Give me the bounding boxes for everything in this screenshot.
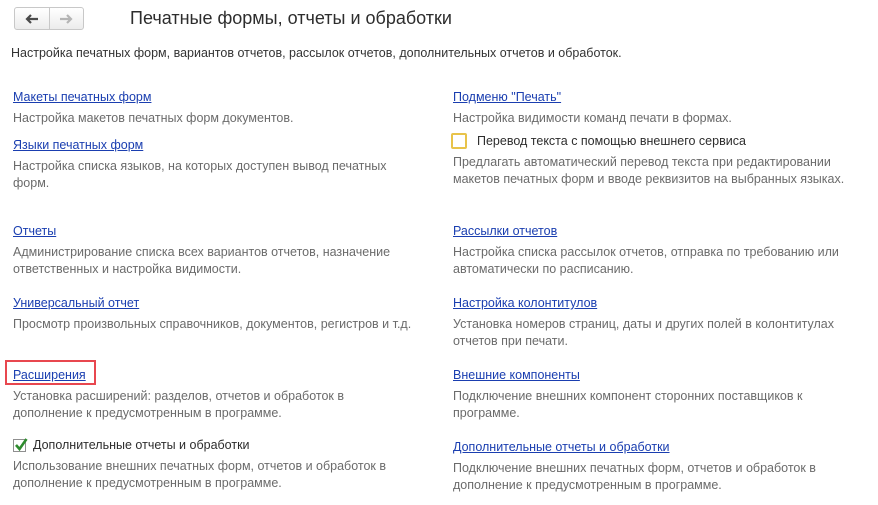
external-components-link[interactable]: Внешние компоненты xyxy=(453,368,580,382)
reports-link[interactable]: Отчеты xyxy=(13,224,57,238)
translation-section xyxy=(451,132,861,188)
translation-desc: Предлагать автоматический перевод текста при редактировании макетов печатных форм и вводе реквизитов на выбранных языках. xyxy=(453,155,845,186)
reports-section xyxy=(13,222,433,278)
print-layouts-desc: Настройка макетов печатных форм документов. xyxy=(13,111,294,125)
page-title: Печатные формы, отчеты и обработки xyxy=(130,8,452,28)
headers-footers-link[interactable]: Настройка колонтитулов xyxy=(453,296,598,310)
print-languages-section xyxy=(13,136,413,192)
headers-footers-desc: Установка номеров страниц, даты и других полей в колонтитулах отчетов при печати. xyxy=(453,317,834,348)
external-components-desc: Подключение внешних компонент сторонних поставщиков к программе. xyxy=(453,389,803,420)
back-button[interactable] xyxy=(15,8,49,29)
additional-reports-link[interactable]: Дополнительные отчеты и обработки xyxy=(453,440,670,454)
reports-desc: Администрирование списка всех вариантов отчетов, назначение ответственных и настройка видимости. xyxy=(13,245,391,276)
print-layouts-link[interactable]: Макеты печатных форм xyxy=(13,90,152,104)
additional-reports-section xyxy=(13,436,413,492)
report-mailings-link[interactable]: Рассылки отчетов xyxy=(453,224,558,238)
print-languages-desc: Настройка списка языков, на которых доступен вывод печатных форм. xyxy=(13,159,387,190)
universal-report-desc: Просмотр произвольных справочников, документов, регистров и т.д. xyxy=(13,317,412,331)
print-submenu-link[interactable]: Подменю "Печать" xyxy=(453,90,562,104)
print-submenu-desc: Настройка видимости команд печати в формах. xyxy=(453,111,732,125)
additional-reports-checkbox[interactable] xyxy=(13,439,26,452)
external-components-section xyxy=(453,366,833,422)
universal-report-section xyxy=(13,294,438,333)
universal-report-link[interactable]: Универсальный отчет xyxy=(13,296,140,310)
report-mailings-desc: Настройка списка рассылок отчетов, отправка по требованию или автоматически по расписанию. xyxy=(453,245,839,276)
navigation-buttons xyxy=(14,7,84,30)
additional-reports-link-section xyxy=(453,438,853,494)
additional-reports-checkbox-label[interactable]: Дополнительные отчеты и обработки xyxy=(33,438,250,452)
extensions-section xyxy=(13,366,393,422)
forward-button[interactable] xyxy=(49,8,84,29)
checkmark-icon xyxy=(13,437,29,453)
extensions-link[interactable]: Расширения xyxy=(13,368,86,382)
additional-reports-link-desc: Подключение внешних печатных форм, отчетов и обработок в дополнение к предусмотренным в программе. xyxy=(453,461,816,492)
print-languages-link[interactable]: Языки печатных форм xyxy=(13,138,144,152)
extensions-desc: Установка расширений: разделов, отчетов и обработок в дополнение к предусмотренным в программе. xyxy=(13,389,344,420)
translation-checkbox-label[interactable]: Перевод текста с помощью внешнего сервиса xyxy=(477,134,746,148)
arrow-right-icon xyxy=(59,14,73,24)
translation-checkbox[interactable] xyxy=(451,133,467,149)
print-layouts-section xyxy=(13,88,433,127)
report-mailings-section xyxy=(453,222,863,278)
additional-reports-desc: Использование внешних печатных форм, отчетов и обработок в дополнение к предусмотренным в программе. xyxy=(13,459,387,490)
arrow-left-icon xyxy=(25,14,39,24)
page-subtitle: Настройка печатных форм, вариантов отчетов, рассылок отчетов, дополнительных отчетов и обработок. xyxy=(11,46,622,60)
print-submenu-section xyxy=(453,88,863,127)
headers-footers-section xyxy=(453,294,863,350)
